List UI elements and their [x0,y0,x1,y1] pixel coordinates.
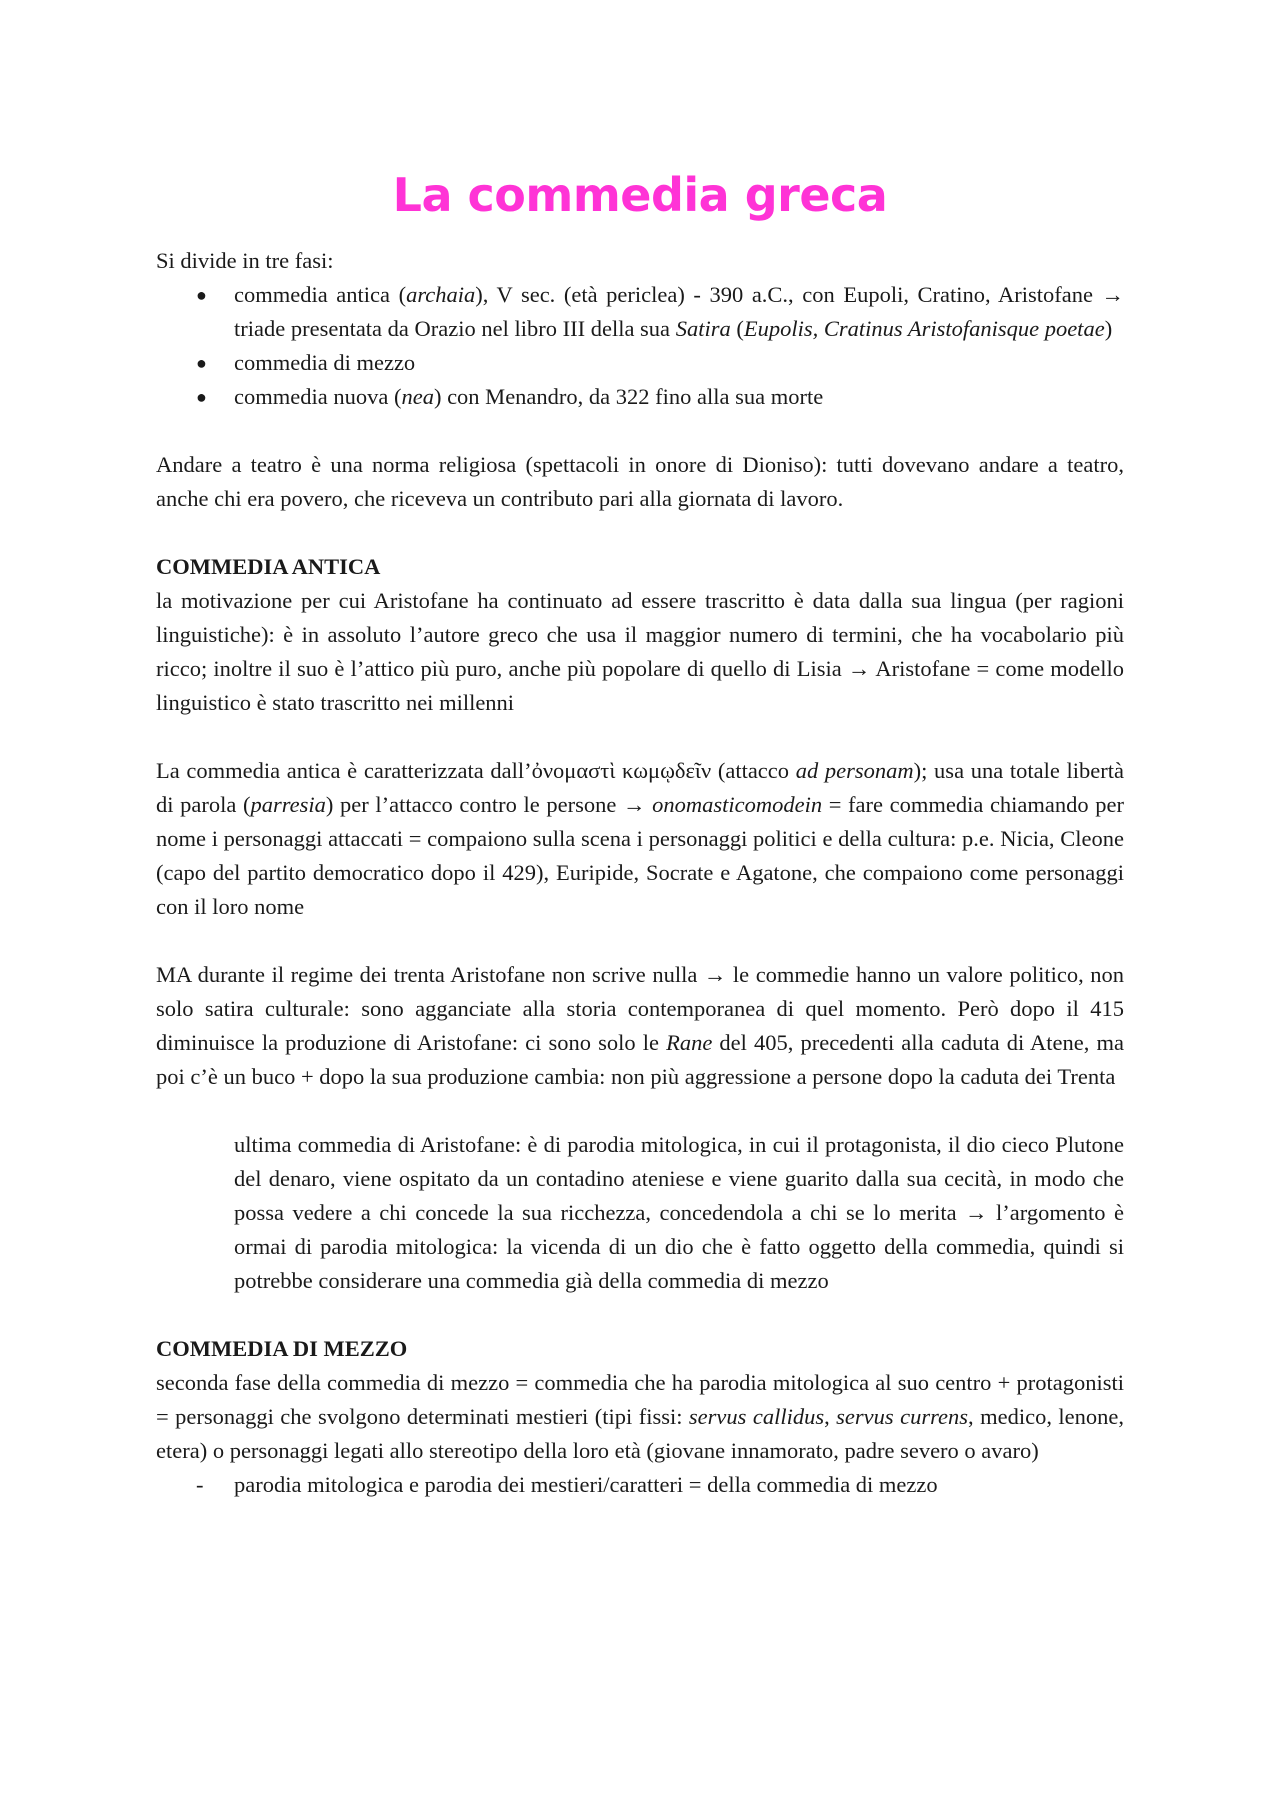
list-item: ● commedia antica (archaia), V sec. (età periclea) - 390 a.C., con Eupoli, Cratino, Aristofane → triade presentata da Orazio nel libro III della sua Satira (Eupolis, Cratinus Aristofanisque poetae) [234,278,1124,346]
section-heading-mezzo: COMMEDIA DI MEZZO [156,1336,408,1361]
paragraph-pluto: ultima commedia di Aristofane: è di parodia mitologica, in cui il protagonista, il dio cieco Plutone del denaro, viene ospitato da un contadino ateniese e viene guarito dalla sua cecità, in modo che possa vedere a chi concede la sua ricchezza, concedendola a chi se lo merita → l’argomento è ormai di parodia mitologica: la vicenda di un dio che è fatto oggetto della commedia, quindi si potrebbe considerare una commedia già della commedia di mezzo [234,1132,1124,1293]
section-heading-antica: COMMEDIA ANTICA [156,554,381,579]
dash-list [156,1468,1124,1502]
intro-text: Si divide in tre fasi: [156,248,334,273]
paragraph-teatro: Andare a teatro è una norma religiosa (spettacoli in onore di Dioniso): tutti dovevano andare a teatro, anche chi era povero, che riceveva un contributo pari alla giornata di lavoro. [156,452,1124,511]
paragraph-onomasti: La commedia antica è caratterizzata dall’ὀνομαστὶ κωμῳδεῖν (attacco ad personam); usa una totale libertà di parola (parresia) per l’attacco contro le persone → onomasticomodein = fare commedia chiamando per nome i personaggi attaccati = compaiono sulla scena i personaggi politici e della cultura: p.e. Nicia, Cleone (capo del partito democratico dopo il 429), Euripide, Socrate e Agatone, che compaiono come personaggi con il loro nome [156,758,1125,919]
paragraph-trenta: MA durante il regime dei trenta Aristofane non scrive nulla → le commedie hanno un valore politico, non solo satira culturale: sono agganciate alla storia contemporanea di quel momento. Però dopo il 415 diminuisce la produzione di Aristofane: ci sono solo le Rane del 405, precedenti alla caduta di Atene, ma poi c’è un buco + dopo la sua produzione cambia: non più aggressione a persone dopo la caduta dei Trenta [156,962,1124,1089]
page-title: La commedia greca [392,168,888,222]
list-item: ● commedia di mezzo [234,346,1124,380]
paragraph-lingua: la motivazione per cui Aristofane ha continuato ad essere trascritto è data dalla sua lingua (per ragioni linguistiche): è in assoluto l’autore greco che usa il maggior numero di termini, che ha vocabolario più ricco; inoltre il suo è l’attico più puro, anche più popolare di quello di Lisia → Aristofane = come modello linguistico è stato trascritto nei millenni [156,588,1124,715]
phases-list [156,278,1124,414]
dash-icon: - [196,1472,204,1497]
list-item: - parodia mitologica e parodia dei mestieri/caratteri = della commedia di mezzo [234,1468,1124,1502]
bullet-icon: ● [196,353,207,373]
list-item: ● commedia nuova (nea) con Menandro, da 322 fino alla sua morte [234,380,1124,414]
bullet-icon: ● [196,285,207,305]
bullet-icon: ● [196,387,207,407]
paragraph-mezzo: seconda fase della commedia di mezzo = commedia che ha parodia mitologica al suo centro + protagonisti = personaggi che svolgono determinati mestieri (tipi fissi: servus callidus, servus currens, medico, lenone, etera) o personaggi legati allo stereotipo della loro età (giovane innamorato, padre severo o avaro) [156,1370,1124,1463]
